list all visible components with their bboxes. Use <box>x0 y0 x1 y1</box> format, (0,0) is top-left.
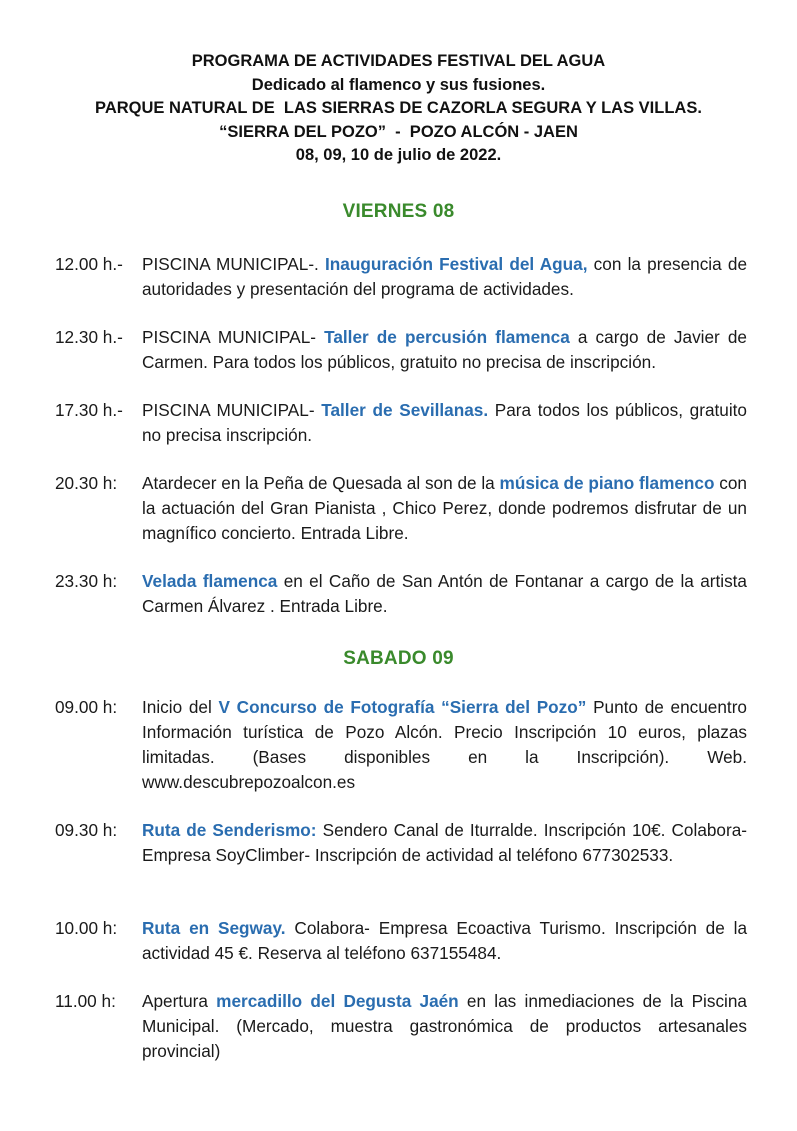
event-text: en el Caño de San Antón de Fontanar a cargo de la artista Carmen Álvarez . Entrada Libre. <box>142 571 747 616</box>
event-text: Colabora- Empresa Ecoactiva Turismo. Inscripción de la actividad 45 €. Reserva al teléfono 637155484. <box>142 918 748 963</box>
event-description <box>142 471 747 546</box>
event-text: a cargo de Javier de Carmen. Para todos los públicos, gratuito no precisa de inscripción. <box>142 327 747 372</box>
event-time: 09.30 h: <box>55 820 118 840</box>
event-text: con la actuación del Gran Pianista , Chico Perez, donde podremos disfrutar de un magnífico concierto. Entrada Libre. <box>142 473 747 543</box>
event-item <box>55 398 747 448</box>
event-highlight: V Concurso de Fotografía “Sierra del Pozo” <box>218 697 587 717</box>
header-subtitle: Dedicado al flamenco y sus fusiones. <box>251 75 546 94</box>
header-dates: 08, 09, 10 de julio de 2022. <box>295 146 502 164</box>
event-description <box>142 569 747 619</box>
event-highlight: Taller de Sevillanas. <box>321 400 489 420</box>
event-item <box>55 471 747 546</box>
event-text: Para todos los públicos, gratuito no precisa inscripción. <box>142 400 747 445</box>
header-title: PROGRAMA DE ACTIVIDADES FESTIVAL DEL AGUA <box>191 52 606 70</box>
event-time: 17.30 h.- <box>55 400 123 420</box>
event-time: 20.30 h: <box>55 473 118 493</box>
event-item <box>55 989 747 1064</box>
program-header <box>0 50 797 168</box>
event-item <box>55 325 747 375</box>
event-time: 12.00 h.- <box>55 254 123 274</box>
event-highlight: Taller de percusión flamenca <box>324 327 570 347</box>
event-description <box>142 398 747 448</box>
event-text: Inicio del <box>142 697 219 717</box>
event-text: en las inmediaciones de la Piscina Municipal. (Mercado, muestra gastronómica de productos artesanales provincial) <box>142 991 747 1061</box>
event-text: con la presencia de autoridades y presentación del programa de actividades. <box>142 254 747 299</box>
header-park: PARQUE NATURAL DE LAS SIERRAS DE CAZORLA SEGURA Y LAS VILLAS. <box>95 99 702 117</box>
event-description <box>142 252 747 302</box>
event-description <box>142 989 747 1064</box>
event-text: Sendero Canal de Iturralde. Inscripción 10€. Colabora- Empresa SoyClimber- Inscripción de actividad al teléfono 677302533. <box>142 820 747 865</box>
event-highlight: Velada flamenca <box>142 571 278 591</box>
event-item <box>55 695 747 795</box>
event-time: 12.30 h.- <box>55 327 123 347</box>
header-location: “SIERRA DEL POZO” - POZO ALCÓN - JAEN <box>219 122 578 141</box>
event-item <box>55 916 747 966</box>
event-text: PISCINA MUNICIPAL- <box>142 327 325 347</box>
event-highlight: Ruta en Segway. <box>142 918 286 938</box>
event-description <box>142 695 747 795</box>
event-description <box>142 325 747 375</box>
event-text: Atardecer en la Peña de Quesada al son de la <box>142 473 500 493</box>
event-time: 09.00 h: <box>55 697 118 717</box>
event-item <box>55 569 747 619</box>
event-description <box>142 818 747 868</box>
event-text: PISCINA MUNICIPAL-. <box>142 254 326 274</box>
day-heading-sabado: SABADO 09 <box>343 648 454 669</box>
event-time: 10.00 h: <box>55 918 118 938</box>
event-highlight: Inauguración Festival del Agua, <box>325 254 588 274</box>
day-heading-viernes: VIERNES 08 <box>342 201 455 222</box>
event-highlight: música de piano flamenco <box>499 473 715 493</box>
event-text: PISCINA MUNICIPAL- <box>142 400 322 420</box>
event-description <box>142 916 747 966</box>
event-highlight: mercadillo del Degusta Jaén <box>216 991 459 1011</box>
event-text: Apertura <box>142 991 217 1011</box>
event-item <box>55 818 747 868</box>
event-time: 11.00 h: <box>55 991 116 1011</box>
event-time: 23.30 h: <box>55 571 118 591</box>
event-text: Punto de encuentro Información turística de Pozo Alcón. Precio Inscripción 10 euros, plazas limitadas. (Bases disponibles en la Inscripción). Web. www.descubrepozoalcon.es <box>142 697 747 792</box>
event-item <box>55 252 747 302</box>
event-highlight: Ruta de Senderismo: <box>142 820 317 840</box>
